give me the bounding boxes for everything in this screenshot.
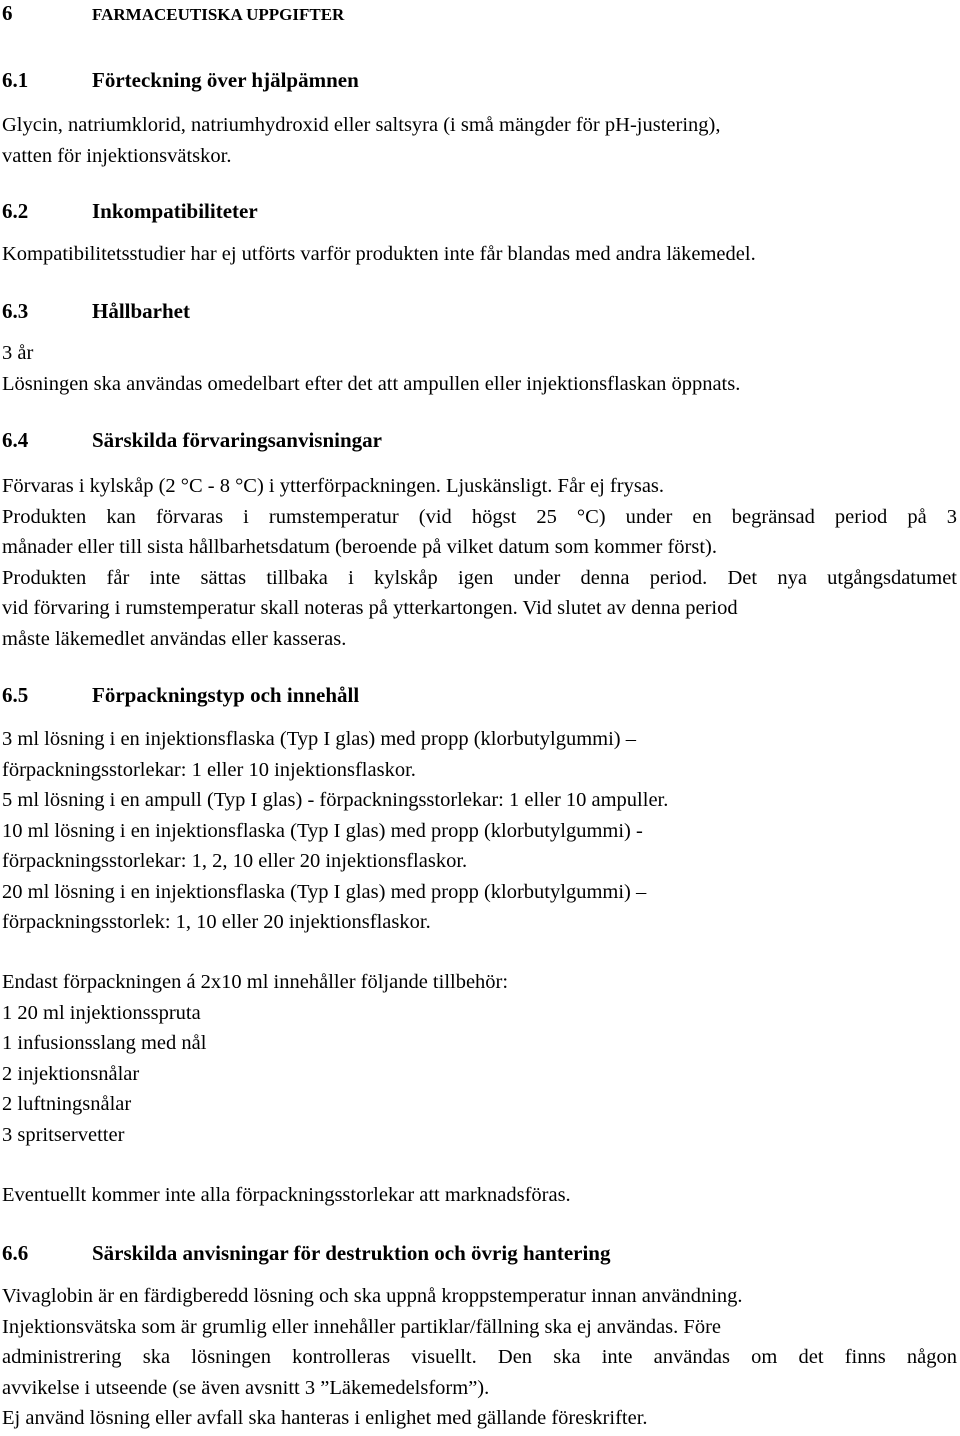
text-line: Vivaglobin är en färdigberedd lösning och ska uppnå kroppstemperatur innan användning. [2,1285,743,1307]
section-heading-6-3 [2,296,952,326]
list-item: 1 20 ml injektionsspruta [2,1001,201,1024]
section-title: Hållbarhet [92,299,190,323]
list-item: 3 spritservetter [2,1123,125,1146]
text-line: vid förvaring i rumstemperatur skall noteras på ytterkartongen. Vid slutet av denna period [2,597,738,619]
section-number: 6.5 [2,683,29,707]
section-heading-6-4 [2,425,952,455]
text-line: administrering ska lösningen kontrolleras visuellt. Den ska inte användas om det finns någon [2,1346,957,1368]
text-line: 10 ml lösning i en injektionsflaska (Typ I glas) med propp (klorbutylgummi) - [2,819,643,842]
section-title: Förteckning över hjälpämnen [92,68,359,92]
section-body-6-3 [2,338,957,399]
section-title: Särskilda anvisningar för destruktion och övrig hantering [92,1241,611,1265]
section-body-6-6 [2,1281,957,1434]
section-body-6-2 [2,239,957,270]
section-body-6-4 [2,471,957,654]
text-line: 3 ml lösning i en injektionsflaska (Typ I glas) med propp (klorbutylgummi) – [2,728,636,750]
main-heading-title: FARMACEUTISKA UPPGIFTER [92,5,345,24]
main-heading-number: 6 [2,1,13,25]
text-line: månader eller till sista hållbarhetsdatum (beroende på vilket datum som kommer först). [2,536,718,558]
text-line: vatten för injektionsvätskor. [2,144,232,167]
section-number: 6.1 [2,68,29,92]
text-line: Kompatibilitetsstudier har ej utförts varför produkten inte får blandas med andra läkemedel. [2,243,756,265]
section-heading-6-5 [2,680,952,710]
text-line: 20 ml lösning i en injektionsflaska (Typ I glas) med propp (klorbutylgummi) – [2,880,647,903]
list-item: 2 injektionsnålar [2,1062,140,1085]
section-number: 6.6 [2,1241,29,1265]
text-line: Produkten kan förvaras i rumstemperatur (vid högst 25 °C) under en begränsad period på 3 [2,505,957,528]
text-line: Glycin, natriumklorid, natriumhydroxid eller saltsyra (i små mängder för pH-justering), [2,114,721,136]
marketing-note [2,1180,957,1211]
section-title: Förpackningstyp och innehåll [92,683,360,707]
text-line: förpackningsstorlekar: 1, 2, 10 eller 20 injektionsflaskor. [2,850,468,872]
section-body-6-5 [2,724,957,938]
section-number: 6.4 [2,428,29,452]
section-heading-6-1 [2,65,952,95]
text-line: Ej använd lösning eller avfall ska hanteras i enlighet med gällande föreskrifter. [2,1407,648,1429]
text-line: Produkten får inte sättas tillbaka i kylskåp igen under denna period. Det nya utgångsdatumet [2,566,957,589]
text-line: Injektionsvätska som är grumlig eller innehåller partiklar/fällning ska ej användas. Före [2,1315,721,1338]
section-number: 6.3 [2,299,29,323]
section-title: Inkompatibiliteter [92,199,258,223]
text-line: måste läkemedlet användas eller kasseras. [2,627,347,650]
accessories-list [2,967,957,1150]
text-line: 5 ml lösning i en ampull (Typ I glas) - förpackningsstorlekar: 1 eller 10 ampuller. [2,789,669,811]
list-item: 1 infusionsslang med nål [2,1032,207,1054]
text-line: Förvaras i kylskåp (2 °C - 8 °C) i ytterförpackningen. Ljuskänsligt. Får ej frysas. [2,475,665,497]
text-line: avvikelse i utseende (se även avsnitt 3 ”Läkemedelsform”). [2,1376,490,1399]
text-line: Eventuellt kommer inte alla förpackningsstorlekar att marknadsföras. [2,1184,571,1206]
text-line: förpackningsstorlekar: 1 eller 10 injektionsflaskor. [2,758,416,781]
list-item: 2 luftningsnålar [2,1093,132,1115]
text-line: Lösningen ska användas omedelbart efter det att ampullen eller injektionsflaskan öppnats. [2,372,741,395]
section-body-6-1 [2,110,957,171]
section-heading-6-6 [2,1238,952,1268]
section-title: Särskilda förvaringsanvisningar [92,428,382,452]
text-line: Endast förpackningen á 2x10 ml innehåller följande tillbehör: [2,971,509,993]
section-heading-6-2 [2,196,952,226]
text-line: förpackningsstorlek: 1, 10 eller 20 injektionsflaskor. [2,911,431,933]
section-number: 6.2 [2,199,29,223]
text-line: 3 år [2,342,34,364]
